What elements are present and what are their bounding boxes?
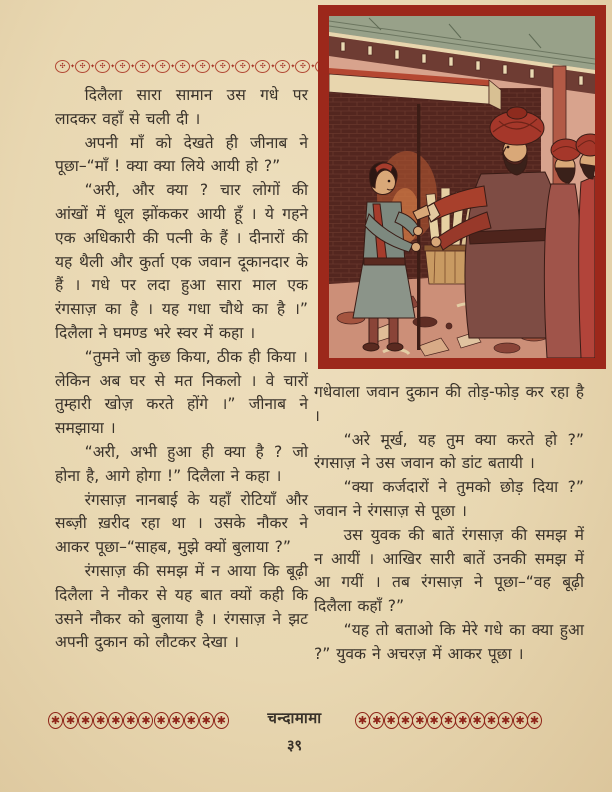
rosette-icon: ✱ [484, 712, 499, 729]
rosette-icon: ✣ [155, 60, 170, 73]
rosette-icon: ✱ [513, 712, 528, 729]
rosette-icon: ✣ [195, 60, 210, 73]
rosette-icon: ✱ [138, 712, 153, 729]
rosette-icon: ✱ [441, 712, 456, 729]
top-ornament-border [55, 56, 316, 76]
story-paragraph: “क्या कर्जदारों ने तुमको छोड़ दिया ?” जवान ने रंगसाज़ से पूछा । [314, 478, 584, 520]
rosette-icon: ✣ [235, 60, 250, 73]
diamond-icon: ✦ [310, 62, 316, 70]
rosette-icon: ✣ [215, 60, 230, 73]
rosette-icon: ✣ [55, 60, 70, 73]
rosette-icon: ✱ [412, 712, 427, 729]
magazine-title: चन्दामामा [267, 709, 322, 727]
rosette-icon: ✱ [123, 712, 138, 729]
rosette-icon: ✱ [527, 712, 542, 729]
diamond-icon: ✦ [250, 62, 256, 70]
rosette-icon: ✣ [115, 60, 130, 73]
story-paragraph: रंगसाज़ नानबाई के यहाँ रोटियाँ और सब्ज़ी ख़रीद रहा था । उसके नौकर ने आकर पूछा–“साहब, मुझे क्यों बुलाया ?” [55, 490, 308, 557]
rosette-icon: ✣ [135, 60, 150, 73]
diamond-icon: ✦ [130, 62, 136, 70]
rosette-icon: ✱ [470, 712, 485, 729]
right-text-column [314, 381, 584, 667]
rosette-icon: ✣ [275, 60, 290, 73]
diamond-icon: ✦ [70, 62, 76, 70]
diamond-icon: ✦ [150, 62, 156, 70]
story-paragraph: “यह तो बताओ कि मेरे गधे का क्या हुआ ?” युवक ने अचरज़ में आकर पूछा । [314, 620, 584, 663]
story-illustration [318, 5, 606, 369]
diamond-icon: ✦ [190, 62, 196, 70]
rosette-icon: ✱ [93, 712, 108, 729]
story-paragraph: उस युवक की बातें रंगसाज़ की समझ में न आयीं । आखिर सारी बातें उनकी समझ में आ गयीं । तब रंगसाज़ ने पूछा–“वह बूढ़ी दिलैला कहाँ ?” [314, 525, 584, 616]
rosette-icon: ✱ [369, 712, 384, 729]
rosette-icon: ✣ [255, 60, 270, 73]
story-paragraph: “अरी, और क्या ? चार लोगों की आंखों में धूल झोंककर आयी हूँ । ये गहने एक अधिकारी की पत्नी के हैं । दीनारों की यह थैली और कुर्ता एक जवान दूकानदार के हैं । गधे पर लदा हुआ सारा माल एक रंगसाज़ का है । यह गधा चौथे का है ।” दिलैला ने घमण्ड भरे स्वर में कहा । [55, 181, 308, 342]
rosette-icon: ✣ [75, 60, 90, 73]
story-paragraph: रंगसाज़ की समझ में न आया कि बूढ़ी दिलैला ने नौकर से यह बात क्यों कही कि उसने नौकर को बुलाया है । रंगसाज़ ने झट अपनी दुकान को लौटकर देखा । [55, 561, 308, 652]
rosette-icon: ✱ [455, 712, 470, 729]
diamond-icon: ✦ [90, 62, 96, 70]
story-paragraph: अपनी माँ को देखते ही जीनाब ने पूछा–“माँ ! क्या क्या लिये आयी हो ?” [55, 133, 308, 176]
rosette-icon: ✱ [398, 712, 413, 729]
rosette-icon: ✱ [154, 712, 169, 729]
rosette-icon: ✱ [199, 712, 214, 729]
rosette-icon: ✱ [214, 712, 229, 729]
story-paragraph: “अरी, अभी हुआ ही क्या है ? जो होना है, आगे होगा !” दिलैला ने कहा । [55, 442, 308, 485]
rosette-icon: ✣ [95, 60, 110, 73]
story-paragraph: “तुमने जो कुछ किया, ठीक ही किया । लेकिन अब घर से मत निकलो । वे चारों तुम्हारी खोज़ करते होंगे ।” जीनाब ने समझाया । [55, 347, 308, 438]
diamond-icon: ✦ [230, 62, 236, 70]
rosette-icon: ✱ [184, 712, 199, 729]
diamond-icon: ✦ [110, 62, 116, 70]
rosette-icon: ✱ [427, 712, 442, 729]
story-paragraph: दिलैला सारा सामान उस गधे पर लादकर वहाँ से चली दी । [55, 86, 308, 128]
page-number: ३९ [286, 738, 303, 754]
rosette-icon: ✱ [384, 712, 399, 729]
rosette-icon: ✱ [78, 712, 93, 729]
diamond-icon: ✦ [210, 62, 216, 70]
rosette-icon: ✣ [175, 60, 190, 73]
story-paragraph: “अरे मूर्ख, यह तुम क्या करते हो ?” रंगसाज़ ने उस जवान को डांट बतायी । [314, 430, 584, 473]
diamond-icon: ✦ [270, 62, 276, 70]
diamond-icon: ✦ [290, 62, 296, 70]
rosette-icon: ✱ [63, 712, 78, 729]
rosette-icon: ✱ [108, 712, 123, 729]
illustration-scene [329, 16, 595, 358]
left-text-column [55, 84, 308, 655]
story-paragraph: गधेवाला जवान दुकान की तोड़-फोड़ कर रहा है । [314, 383, 584, 425]
footer-ornament-left [50, 710, 229, 730]
rosette-icon: ✱ [355, 712, 370, 729]
footer-ornament-right [357, 710, 542, 730]
diamond-icon: ✦ [170, 62, 176, 70]
rosette-icon: ✱ [498, 712, 513, 729]
rosette-icon: ✣ [295, 60, 310, 73]
rosette-icon: ✱ [169, 712, 184, 729]
rosette-icon: ✱ [48, 712, 63, 729]
